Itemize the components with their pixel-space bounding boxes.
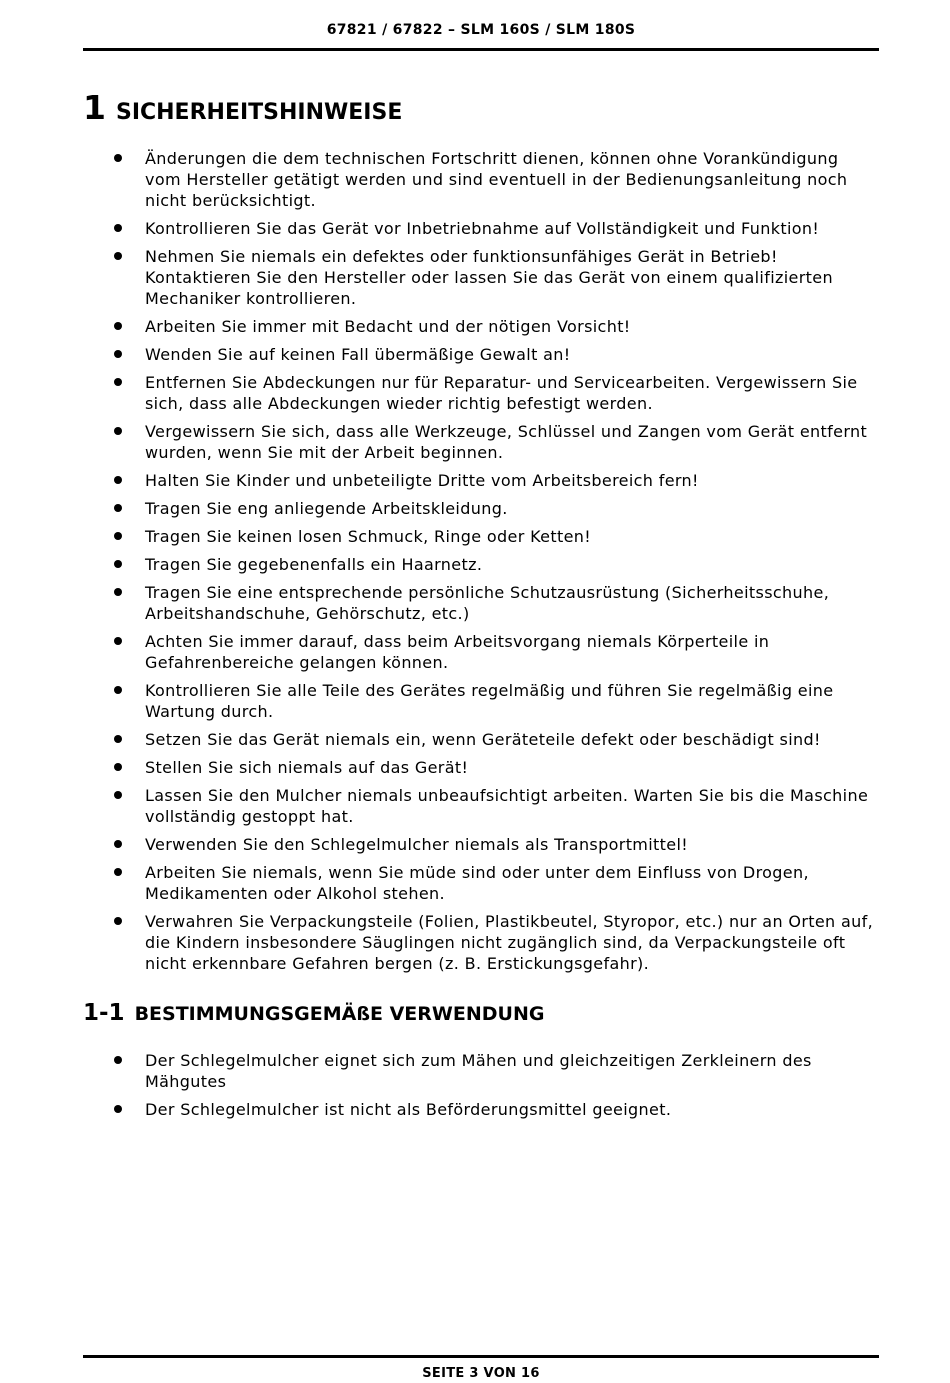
list-item: Tragen Sie gegebenenfalls ein Haarnetz. [145,554,875,575]
list-item: Verwenden Sie den Schlegelmulcher niemals als Transportmittel! [145,834,875,855]
list-item: Vergewissern Sie sich, dass alle Werkzeuge, Schlüssel und Zangen vom Gerät entfernt wurden, wenn Sie mit der Arbeit beginnen. [145,421,875,463]
section-number: 1-1 [83,1000,125,1026]
list-item: Halten Sie Kinder und unbeteiligte Dritte vom Arbeitsbereich fern! [145,470,875,491]
list-item: Achten Sie immer darauf, dass beim Arbeitsvorgang niemals Körperteile in Gefahrenbereiche gelangen können. [145,631,875,673]
section-title: SICHERHEITSHINWEISE [115,100,403,125]
header-rule [83,48,879,51]
list-item: Arbeiten Sie niemals, wenn Sie müde sind oder unter dem Einfluss von Drogen, Medikamenten oder Alkohol stehen. [145,862,875,904]
list-item: Tragen Sie eng anliegende Arbeitskleidung. [145,498,875,519]
safety-instructions-list [145,148,875,981]
section-title: BESTIMMUNGSGEMÄßE VERWENDUNG [134,1003,545,1025]
list-item: Nehmen Sie niemals ein defektes oder funktionsunfähiges Gerät in Betrieb! Kontaktieren Sie den Hersteller oder lassen Sie das Gerät von einem qualifizierten Mechaniker kontrollieren. [145,246,875,309]
footer-rule [83,1355,879,1358]
list-item: Kontrollieren Sie alle Teile des Gerätes regelmäßig und führen Sie regelmäßig eine Wartung durch. [145,680,875,722]
list-item: Arbeiten Sie immer mit Bedacht und der nötigen Vorsicht! [145,316,875,337]
list-item: Der Schlegelmulcher ist nicht als Beförderungsmittel geeignet. [145,1099,875,1120]
list-item: Stellen Sie sich niemals auf das Gerät! [145,757,875,778]
list-item: Änderungen die dem technischen Fortschritt dienen, können ohne Vorankündigung vom Hersteller getätigt werden und sind eventuell in der Bedienungsanleitung noch nicht berücksichtigt. [145,148,875,211]
intended-use-list [145,1050,875,1127]
list-item: Kontrollieren Sie das Gerät vor Inbetriebnahme auf Vollständigkeit und Funktion! [145,218,875,239]
list-item: Tragen Sie keinen losen Schmuck, Ringe oder Ketten! [145,526,875,547]
list-item: Tragen Sie eine entsprechende persönliche Schutzausrüstung (Sicherheitsschuhe, Arbeitshandschuhe, Gehörschutz, etc.) [145,582,875,624]
page-header: 67821 / 67822 – SLM 160S / SLM 180S [326,22,636,38]
list-item: Lassen Sie den Mulcher niemals unbeaufsichtigt arbeiten. Warten Sie bis die Maschine vollständig gestoppt hat. [145,785,875,827]
list-item: Entfernen Sie Abdeckungen nur für Reparatur- und Servicearbeiten. Vergewissern Sie sich, dass alle Abdeckungen wieder richtig befestigt werden. [145,372,875,414]
section-heading-intended-use [83,1000,544,1026]
list-item: Setzen Sie das Gerät niemals ein, wenn Geräteteile defekt oder beschädigt sind! [145,729,875,750]
page-number: SEITE 3 VON 16 [422,1366,540,1381]
section-number: 1 [83,88,106,127]
section-heading-safety [83,88,402,127]
list-item: Der Schlegelmulcher eignet sich zum Mähen und gleichzeitigen Zerkleinern des Mähgutes [145,1050,875,1092]
list-item: Verwahren Sie Verpackungsteile (Folien, Plastikbeutel, Styropor, etc.) nur an Orten auf, die Kindern insbesondere Säuglingen nicht zugänglich sind, da Verpackungsteile oft nicht erkennbare Gefahren bergen (z. B. Erstickungsgefahr). [145,912,874,973]
list-item: Wenden Sie auf keinen Fall übermäßige Gewalt an! [145,344,875,365]
